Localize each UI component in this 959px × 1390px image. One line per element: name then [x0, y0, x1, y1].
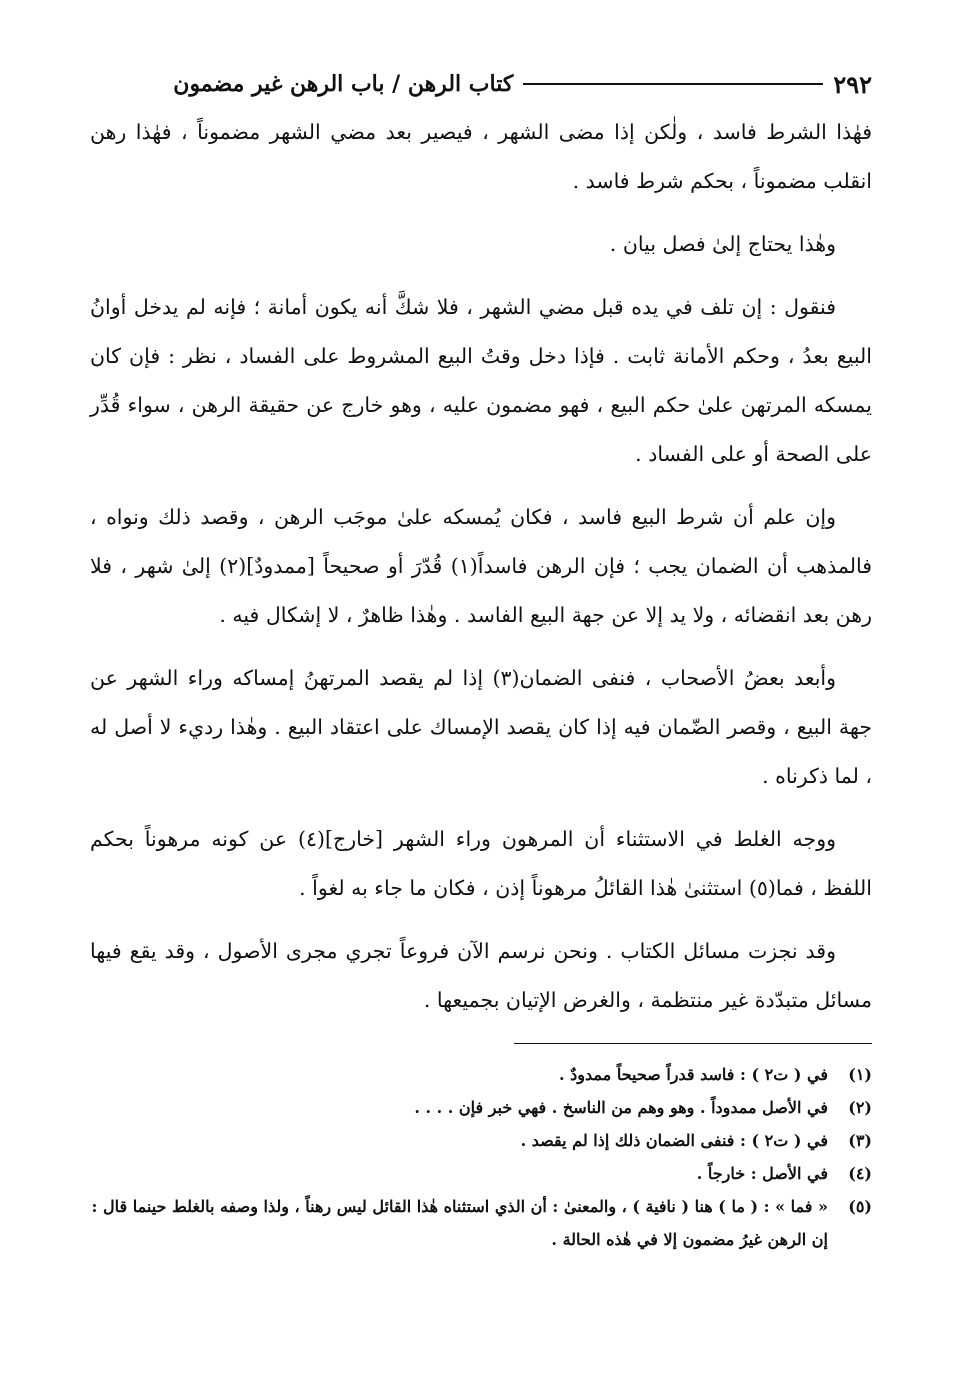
footnote: [90, 1091, 872, 1124]
paragraph: وقد نجزت مسائل الكتاب . ونحن نرسم الآن فروعاً تجري مجرى الأصول ، وقد يقع فيها مسائل متبدّدة غير منتظمة ، والغرض الإتيان بجميعها .: [90, 939, 872, 1012]
footnote-number: (١): [848, 1065, 872, 1084]
footnote: [90, 1157, 872, 1190]
paragraph: وهٰذا يحتاج إلىٰ فصل بيان .: [609, 232, 836, 256]
paragraph: فهٰذا الشرط فاسد ، ولٰكن إذا مضى الشهر ، فيصير بعد مضي الشهر مضموناً ، فهٰذا رهن انقلب مضموناً ، بحكم شرط فاسد .: [90, 120, 872, 193]
running-title: كتاب الرهن / باب الرهن غير مضمون: [173, 71, 514, 97]
paragraph: وأبعد بعضُ الأصحاب ، فنفى الضمان(٣) إذا لم يقصد المرتهنُ إمساكه وراء الشهر عن جهة البيع ، وقصر الضّمان فيه إذا كان يقصد الإمساك على اعتقاد البيع . وهٰذا رديء لا أصل له ، لما ذكرناه .: [90, 666, 872, 788]
body-text: [90, 108, 872, 1025]
footnotes: [90, 1058, 872, 1256]
footnote-text: في الأصل ممدوداً . وهو وهم من الناسخ . فهي خبر فإن . . . .: [414, 1098, 828, 1117]
paragraph: وإن علم أن شرط البيع فاسد ، فكان يُمسكه علىٰ موجَب الرهن ، وقصد ذلك ونواه ، فالمذهب أن الضمان يجب ؛ فإن الرهن فاسداً(١) قُدّرَ أو صحيحاً [ممدودٌ](٢) إلىٰ شهر ، فلا رهن بعد انقضائه ، ولا يد إلا عن جهة البيع الفاسد . وهٰذا ظاهرٌ ، لا إشكال فيه .: [90, 505, 872, 627]
paragraph: فنقول : إن تلف في يده قبل مضي الشهر ، فلا شكَّ أنه يكون أمانة ؛ فإنه لم يدخل أوانُ البيع بعدُ ، وحكم الأمانة ثابت . فإذا دخل وقتُ البيع المشروط على الفساد ، نظر : فإن كان يمسكه المرتهن علىٰ حكم البيع ، فهو مضمون عليه ، وهو خارج عن حقيقة الرهن ، سواء قُدِّر على الصحة أو على الفساد .: [90, 295, 872, 466]
footnote-number: (٤): [848, 1164, 872, 1183]
footnote: [90, 1190, 872, 1256]
footnote-number: (٥): [848, 1197, 872, 1216]
page-header: [90, 62, 872, 106]
book-page: [90, 62, 872, 1342]
page-number: ٢٩٢: [833, 69, 872, 99]
footnote: [90, 1058, 872, 1091]
footnote: [90, 1124, 872, 1157]
footnote-text: في ( ت٢ ) : فاسد قدراً صحيحاً ممدودٌ .: [559, 1065, 828, 1084]
footnote-separator: [514, 1043, 872, 1044]
footnote-text: في الأصل : خارجاً .: [696, 1164, 828, 1183]
header-rule: [523, 83, 823, 85]
footnote-number: (٣): [848, 1131, 872, 1150]
paragraph: ووجه الغلط في الاستثناء أن المرهون وراء الشهر [خارج](٤) عن كونه مرهوناً بحكم اللفظ ، فما(٥) استثنىٰ هٰذا القائلُ مرهوناً إذن ، فكان ما جاء به لغواً .: [90, 827, 872, 900]
footnote-text: « فما » : ( ما ) هنا ( نافية ) ، والمعنىٰ : أن الذي استثناه هٰذا القائل ليس رهناً ، ولذا وصفه بالغلط حينما قال : إن الرهن غيرُ مضمون إلا في هٰذه الحالة .: [91, 1197, 828, 1249]
footnote-text: في ( ت٢ ) : فنفى الضمان ذلك إذا لم يقصد .: [520, 1131, 828, 1150]
footnote-number: (٢): [848, 1098, 872, 1117]
